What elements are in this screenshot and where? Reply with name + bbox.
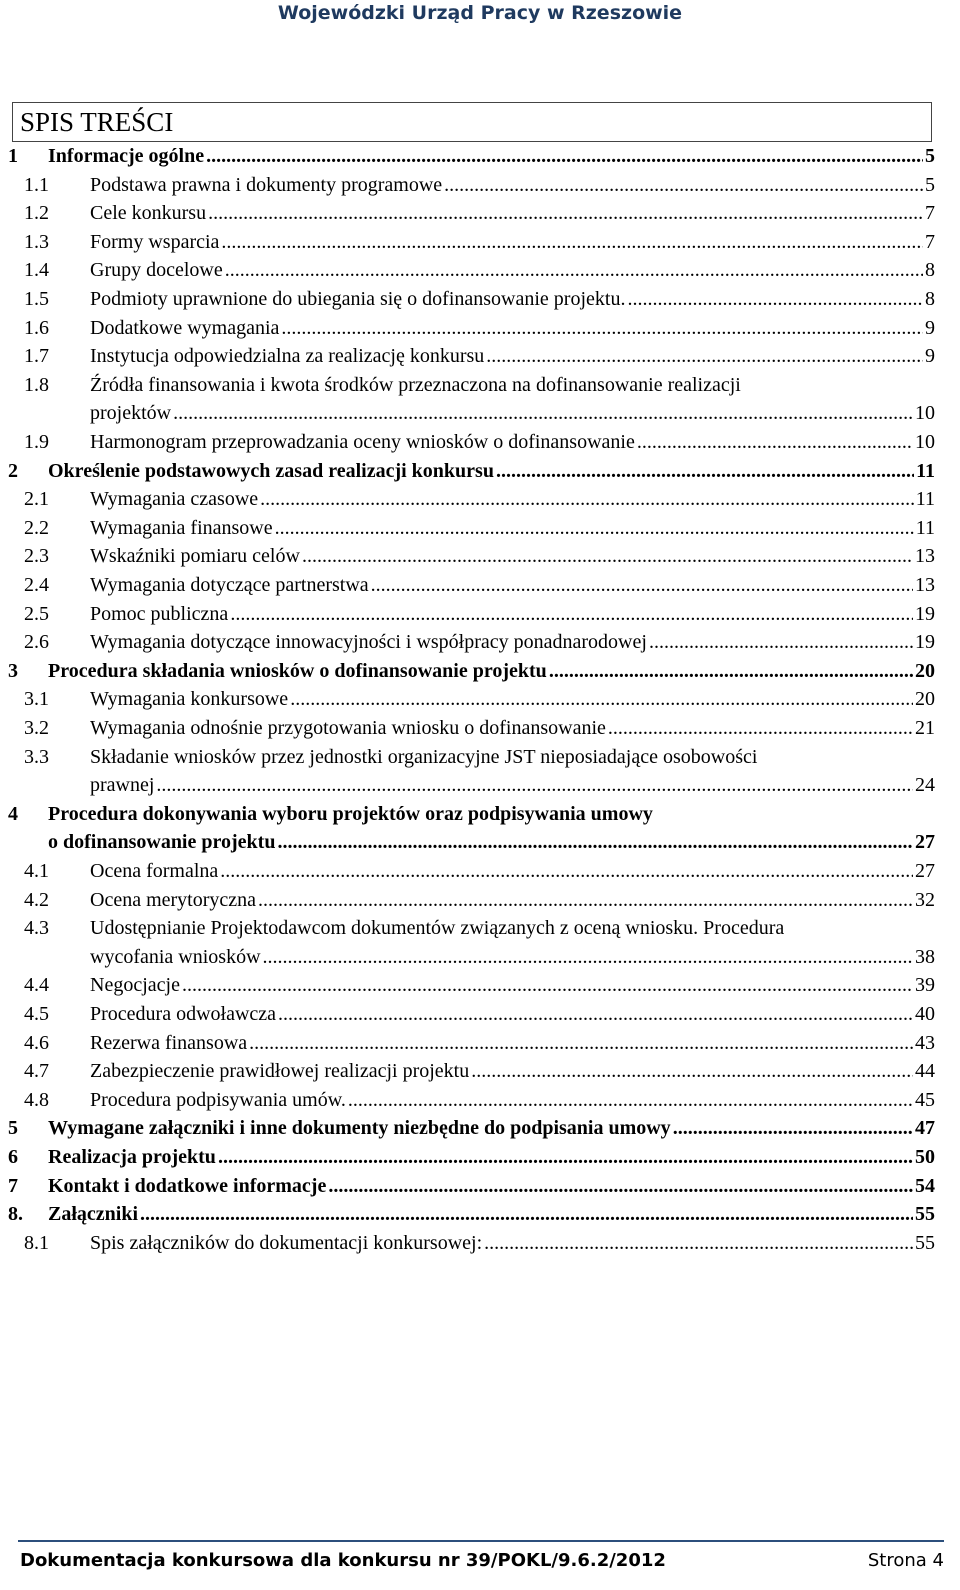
toc-entry[interactable]	[0, 685, 960, 714]
toc-entry-title: Ocena merytoryczna	[90, 886, 258, 914]
toc-entry-number: 4.4	[24, 974, 49, 997]
toc-page-number: 38	[915, 945, 935, 968]
toc-entry[interactable]	[0, 142, 960, 171]
toc-entry-title: Określenie podstawowych zasad realizacji konkursu	[48, 457, 496, 485]
toc-entry-title: Grupy docelowe	[90, 256, 225, 284]
toc-entry-number: 2.4	[24, 574, 49, 596]
toc-page-number: 7	[925, 230, 935, 253]
toc-entry-number: 1.5	[24, 288, 49, 310]
toc-leader-dots	[263, 943, 913, 971]
toc-entry[interactable]	[0, 314, 960, 343]
toc-page-number: 13	[915, 545, 935, 568]
toc-page-number: 11	[916, 459, 935, 482]
toc-entry[interactable]	[0, 600, 960, 629]
toc-entry[interactable]	[0, 371, 960, 400]
footer-document-title: Dokumentacja konkursowa dla konkursu nr 39/POKL/9.6.2/2012	[20, 1550, 666, 1571]
toc-leader-dots	[278, 1000, 913, 1028]
toc-page-number: 32	[915, 888, 935, 911]
toc-entry-number: 4.5	[24, 1003, 49, 1025]
toc-entry-number: 1.9	[24, 431, 49, 453]
toc-entry[interactable]	[0, 771, 960, 800]
toc-entry[interactable]	[0, 457, 960, 486]
toc-leader-dots	[156, 771, 913, 799]
toc-entry[interactable]	[0, 628, 960, 657]
toc-entry-title: Rezerwa finansowa	[90, 1029, 249, 1057]
toc-entry[interactable]	[0, 1143, 960, 1172]
toc-leader-dots	[371, 571, 913, 599]
toc-leader-dots	[173, 399, 913, 427]
toc-entry-number: 2.3	[24, 545, 49, 568]
toc-entry-number: 7	[8, 1174, 18, 1197]
toc-entry[interactable]	[0, 428, 960, 457]
toc-entry-title: Wymagania dotyczące innowacyjności i współpracy ponadnarodowej	[90, 628, 649, 656]
toc-entry-number: 1.3	[24, 230, 49, 253]
toc-entry-title: Ocena formalna	[90, 857, 220, 885]
toc-entry-number: 8.1	[24, 1231, 49, 1254]
toc-leader-dots	[328, 1172, 913, 1200]
toc-entry-number: 4.1	[24, 860, 49, 882]
toc-entry[interactable]	[0, 256, 960, 285]
toc-entry[interactable]	[0, 571, 960, 600]
toc-entry[interactable]	[0, 971, 960, 1000]
toc-page-number: 44	[915, 1060, 935, 1083]
toc-page-number: 11	[915, 488, 935, 511]
toc-page-number: 11	[915, 516, 935, 539]
toc-page-number: 27	[915, 860, 935, 882]
toc-leader-dots	[486, 342, 923, 370]
toc-entry-title: Spis załączników do dokumentacji konkursowej:	[90, 1229, 484, 1257]
toc-page-number: 7	[925, 202, 935, 225]
toc-leader-dots	[627, 285, 923, 313]
toc-entry-number: 4	[8, 802, 18, 825]
toc-page-number: 50	[915, 1146, 935, 1168]
toc-entry[interactable]	[0, 1114, 960, 1143]
toc-leader-dots	[281, 314, 923, 342]
toc-entry-title: Podstawa prawna i dokumenty programowe	[90, 171, 444, 199]
toc-entry-title: Udostępnianie Projektodawcom dokumentów związanych z oceną wniosku. Procedura	[90, 914, 786, 942]
toc-page-number: 55	[915, 1203, 935, 1226]
toc-entry-title: Zabezpieczenie prawidłowej realizacji projektu	[90, 1057, 471, 1085]
toc-entry-title: Pomoc publiczna	[90, 600, 230, 628]
toc-entry-title: Dodatkowe wymagania	[90, 314, 281, 342]
toc-entry-title: Źródła finansowania i kwota środków przeznaczona na dofinansowanie realizacji	[90, 371, 743, 399]
toc-leader-dots	[208, 199, 923, 227]
toc-leader-dots	[182, 971, 913, 999]
toc-entry-number: 1.4	[24, 259, 49, 282]
toc-leader-dots	[649, 628, 913, 656]
toc-entry-number: 2	[8, 459, 18, 482]
toc-entry[interactable]	[0, 1200, 960, 1229]
toc-entry-number: 8.	[8, 1203, 23, 1226]
toc-entry-title: Wymagania konkursowe	[90, 685, 290, 713]
toc-leader-dots	[260, 485, 914, 513]
toc-entry[interactable]	[0, 485, 960, 514]
toc-entry-number: 1.2	[24, 202, 49, 225]
toc-entry-number: 3	[8, 659, 18, 682]
toc-entry-number: 1	[8, 145, 18, 167]
toc-page-number: 24	[915, 774, 935, 797]
toc-entry-title: wycofania wniosków	[90, 943, 263, 971]
toc-entry-title: Procedura odwoławcza	[90, 1000, 278, 1028]
toc-entry[interactable]	[0, 828, 960, 857]
toc-leader-dots	[673, 1114, 913, 1142]
toc-entry[interactable]	[0, 1057, 960, 1086]
toc-entry-title: Wymagane załączniki i inne dokumenty niezbędne do podpisania umowy	[48, 1114, 673, 1142]
toc-entry[interactable]	[0, 1029, 960, 1058]
toc-entry-number: 2.5	[24, 602, 49, 625]
toc-leader-dots	[277, 828, 913, 856]
toc-page-number: 19	[915, 602, 935, 625]
toc-leader-dots	[484, 1229, 913, 1257]
toc-entry[interactable]	[0, 1229, 960, 1258]
toc-entry-number: 2.2	[24, 516, 49, 539]
toc-entry[interactable]	[0, 199, 960, 228]
toc-entry-number: 4.8	[24, 1088, 49, 1111]
toc-entry-title: Wymagania odnośnie przygotowania wniosku o dofinansowanie	[90, 714, 608, 742]
toc-leader-dots	[249, 1029, 913, 1057]
toc-entry-number: 4.3	[24, 917, 49, 940]
toc-entry-number: 1.6	[24, 316, 49, 339]
toc-leader-dots	[230, 600, 913, 628]
toc-entry-number: 3.3	[24, 745, 49, 768]
toc-entry[interactable]	[0, 657, 960, 686]
toc-leader-dots	[444, 171, 923, 199]
toc-entry-title: o dofinansowanie projektu	[48, 828, 277, 856]
toc-entry[interactable]	[0, 1172, 960, 1201]
page-header: Wojewódzki Urząd Pracy w Rzeszowie	[277, 2, 683, 24]
toc-page-number: 40	[915, 1003, 935, 1025]
toc-page-number: 19	[915, 631, 935, 654]
toc-leader-dots	[348, 1086, 913, 1114]
toc-entry-title: Realizacja projektu	[48, 1143, 218, 1171]
toc-entry-number: 4.2	[24, 888, 49, 911]
toc-entry[interactable]	[0, 914, 960, 943]
toc-entry-title: Instytucja odpowiedzialna za realizację konkursu	[90, 342, 486, 370]
toc-title: SPIS TREŚCI	[20, 107, 174, 137]
toc-page-number: 43	[915, 1031, 935, 1054]
toc-entry[interactable]	[0, 399, 960, 428]
toc-entry[interactable]	[0, 514, 960, 543]
toc-entry[interactable]	[0, 228, 960, 257]
toc-entry-title: Procedura podpisywania umów.	[90, 1086, 348, 1114]
toc-page-number: 9	[925, 345, 935, 368]
toc-entry-title: Podmioty uprawnione do ubiegania się o dofinansowanie projektu.	[90, 285, 627, 313]
toc-entry[interactable]	[0, 1086, 960, 1115]
toc-entry-number: 1.7	[24, 345, 49, 368]
toc-entry-title: Składanie wniosków przez jednostki organizacyjne JST nieposiadające osobowości	[90, 743, 759, 771]
toc-entry-title: Wymagania czasowe	[90, 485, 260, 513]
toc-leader-dots	[221, 228, 923, 256]
toc-page-number: 8	[925, 259, 935, 282]
toc-leader-dots	[220, 857, 913, 885]
footer-divider	[18, 1540, 944, 1542]
toc-leader-dots	[549, 657, 913, 685]
toc-page-number: 8	[925, 288, 935, 310]
toc-leader-dots	[275, 514, 914, 542]
toc-entry-number: 2.6	[24, 631, 49, 654]
toc-page-number: 39	[915, 974, 935, 997]
toc-entry-title: Wymagania finansowe	[90, 514, 275, 542]
toc-entry[interactable]	[0, 714, 960, 743]
toc-page-number: 5	[925, 145, 935, 167]
toc-entry-title: Wymagania dotyczące partnerstwa	[90, 571, 371, 599]
toc-entry-number: 1.8	[24, 373, 49, 396]
toc-entry-title: Formy wsparcia	[90, 228, 221, 256]
toc-leader-dots	[218, 1143, 913, 1171]
toc-leader-dots	[637, 428, 913, 456]
toc-entry[interactable]	[0, 342, 960, 371]
toc-page-number: 5	[925, 173, 935, 196]
toc-page-number: 47	[915, 1117, 935, 1140]
toc-leader-dots	[496, 457, 914, 485]
toc-entry[interactable]	[0, 743, 960, 772]
toc-page-number: 10	[915, 402, 935, 425]
toc-entry-title: Procedura dokonywania wyboru projektów oraz podpisywania umowy	[48, 800, 655, 828]
toc-page-number: 54	[915, 1174, 935, 1197]
toc-leader-dots	[140, 1200, 913, 1228]
toc-entry-number: 2.1	[24, 488, 49, 511]
toc-entry-title: Negocjacje	[90, 971, 182, 999]
toc-entry[interactable]	[0, 800, 960, 829]
toc-entry-title: Procedura składania wniosków o dofinansowanie projektu	[48, 657, 549, 685]
toc-entry[interactable]	[0, 542, 960, 571]
toc-entry-title: Harmonogram przeprowadzania oceny wniosków o dofinansowanie	[90, 428, 637, 456]
toc-entry-title: prawnej	[90, 771, 156, 799]
toc-page-number: 45	[915, 1088, 935, 1111]
toc-page-number: 27	[915, 831, 935, 854]
toc-entry-title: Informacje ogólne	[48, 142, 206, 170]
toc-entry[interactable]	[0, 1000, 960, 1029]
toc-entry-title: Kontakt i dodatkowe informacje	[48, 1172, 328, 1200]
toc-page-number: 55	[915, 1231, 935, 1254]
toc-entry-title: projektów	[90, 399, 173, 427]
toc-entry-number: 5	[8, 1117, 18, 1140]
toc-entry[interactable]	[0, 857, 960, 886]
toc-leader-dots	[302, 542, 913, 570]
toc-page-number: 20	[915, 688, 935, 711]
toc-leader-dots	[206, 142, 923, 170]
toc-entry-title: Wskaźniki pomiaru celów	[90, 542, 302, 570]
toc-entry-title: Załączniki	[48, 1200, 140, 1228]
toc-entry[interactable]	[0, 285, 960, 314]
toc-entry[interactable]	[0, 171, 960, 200]
toc-page-number: 13	[915, 574, 935, 596]
footer-page-number: Strona 4	[867, 1550, 944, 1571]
toc-entry-number: 4.6	[24, 1031, 49, 1054]
toc-entry-number: 1.1	[24, 173, 49, 196]
toc-page-number: 20	[915, 659, 935, 682]
toc-leader-dots	[258, 886, 913, 914]
toc-leader-dots	[608, 714, 913, 742]
toc-entry-number: 3.1	[24, 688, 49, 711]
toc-leader-dots	[471, 1057, 913, 1085]
toc-leader-dots	[290, 685, 913, 713]
toc-entry-title: Cele konkursu	[90, 199, 208, 227]
toc-page-number: 10	[915, 431, 935, 453]
toc-entry-number: 4.7	[24, 1060, 49, 1083]
toc-entry-number: 3.2	[24, 717, 49, 739]
toc-entry-number: 6	[8, 1146, 18, 1168]
toc-page-number: 21	[915, 717, 935, 739]
toc-page-number: 9	[925, 316, 935, 339]
toc-leader-dots	[225, 256, 923, 284]
toc-entry[interactable]	[0, 886, 960, 915]
toc-entry[interactable]	[0, 943, 960, 972]
